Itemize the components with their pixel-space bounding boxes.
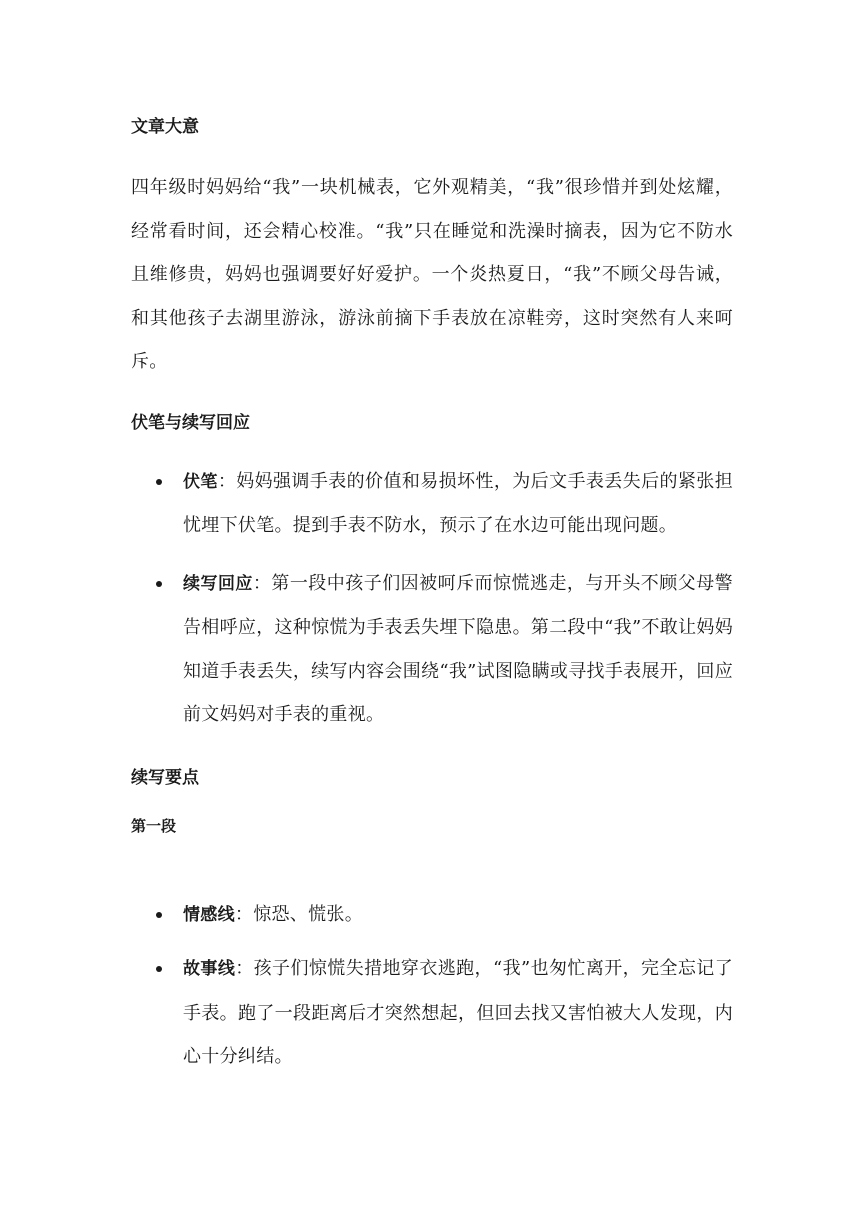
- foreshadow-list: [131, 460, 733, 737]
- list-item-term: 续写回应: [183, 573, 253, 594]
- list-item-text: ：妈妈强调手表的价值和易损坏性，为后文手表丢失后的紧张担忧埋下伏笔。提到手表不防水，预示了在水边可能出现问题。: [183, 470, 733, 536]
- bullet-icon: [156, 479, 162, 485]
- list-item-term: 伏笔: [183, 471, 218, 492]
- list-item-term: 情感线: [183, 904, 235, 925]
- list-item: [131, 460, 733, 548]
- bullet-icon: [156, 581, 162, 587]
- points-list: [131, 893, 733, 1079]
- list-item-text: ：孩子们惊慌失措地穿衣逃跑，“我”也匆忙离开，完全忘记了手表。跑了一段距离后才突然想起，但回去找又害怕被大人发现，内心十分纠结。: [183, 958, 733, 1067]
- points-subheading: 第一段: [131, 816, 177, 835]
- list-item: [131, 562, 733, 737]
- points-heading: 续写要点: [131, 767, 199, 788]
- list-item-text: ：第一段中孩子们因被呵斥而惊慌逃走，与开头不顾父母警告相呼应，这种惊慌为手表丢失埋下隐患。第二段中“我”不敢让妈妈知道手表丢失，续写内容会围绕“我”试图隐瞒或寻找手表展开，回应前文妈妈对手表的重视。: [183, 572, 733, 725]
- foreshadow-heading: 伏笔与续写回应: [131, 412, 250, 433]
- list-item-term: 故事线: [183, 959, 236, 979]
- summary-heading: 文章大意: [131, 117, 199, 137]
- document-page: [131, 112, 733, 1079]
- summary-paragraph: 四年级时妈妈给“我”一块机械表，它外观精美，“我”很珍惜并到处炫耀，经常看时间，还会精心校准。“我”只在睡觉和洗澡时摘表，因为它不防水且维修贵，妈妈也强调要好好爱护。一个炎热夏日，“我”不顾父母告诫，和其他孩子去湖里游泳，游泳前摘下手表放在凉鞋旁，这时突然有人来呵斥。: [131, 177, 733, 372]
- bullet-icon: [156, 912, 162, 918]
- list-item: [131, 947, 733, 1079]
- bullet-icon: [156, 966, 162, 972]
- list-item-text: ：惊恐、慌张。: [234, 903, 364, 925]
- list-item: [131, 893, 733, 938]
